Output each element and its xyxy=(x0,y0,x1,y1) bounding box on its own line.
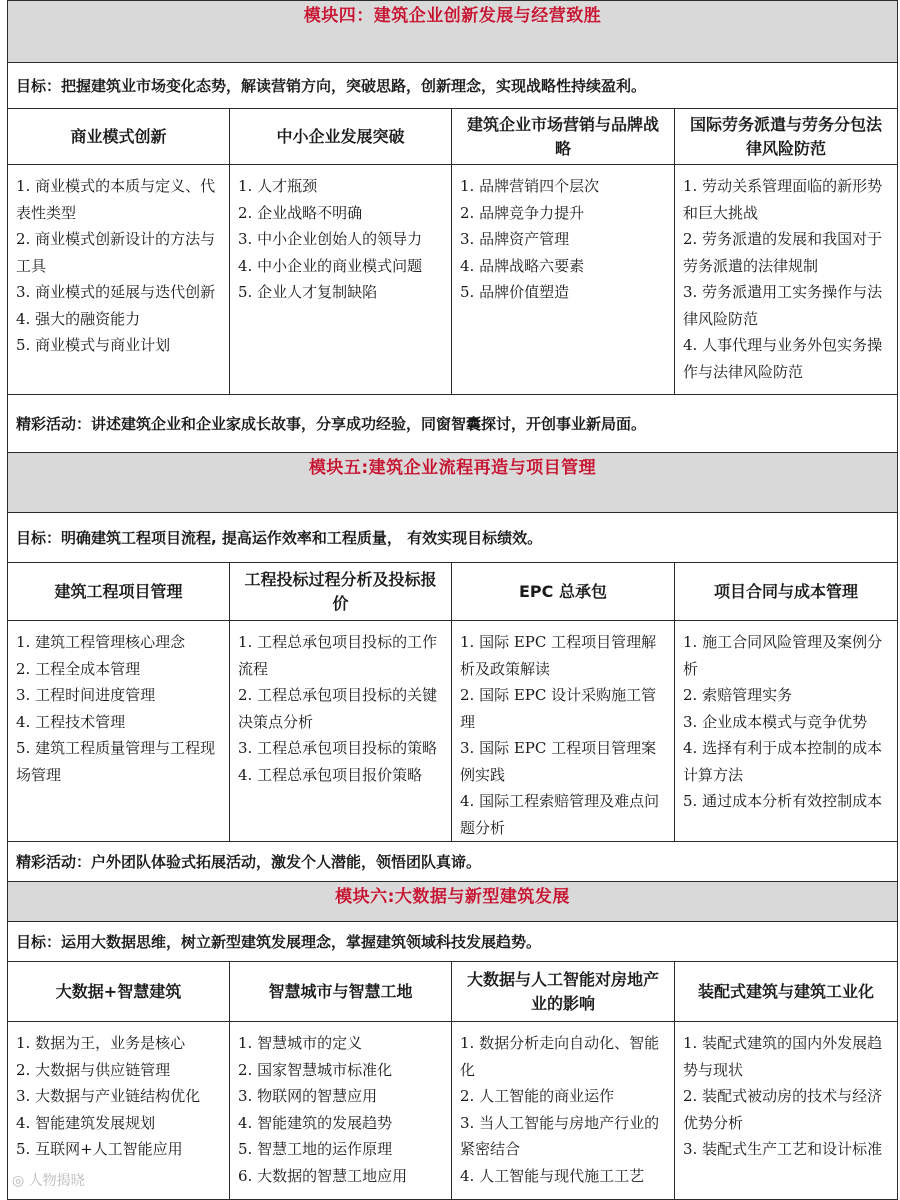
list-item: 5. 智慧工地的运作原理 xyxy=(238,1140,393,1158)
list-item: 1. 国际 EPC 工程项目管理解析及政策解读 xyxy=(460,633,657,678)
module-4-goal: 目标：把握建筑业市场变化态势，解读营销方向，突破思路，创新理念，实现战略性持续盈利。 xyxy=(8,63,898,109)
list-item: 3. 当人工智能与房地产行业的紧密结合 xyxy=(460,1113,660,1158)
list-item: 4. 国际工程索赔管理及难点问题分析 xyxy=(460,792,660,837)
module-6-col-2-items xyxy=(230,1022,452,1200)
module-4-title: 模块四：建筑企业创新发展与经营致胜 xyxy=(8,1,898,63)
list-item: 2. 大数据与供应链管理 xyxy=(16,1060,171,1079)
list-item: 3. 工程时间进度管理 xyxy=(16,686,156,704)
module-5-col-2-items xyxy=(230,621,452,842)
module-4-col-1-items xyxy=(8,165,230,395)
list-item: 3. 品牌资产管理 xyxy=(460,230,570,248)
list-item: 2. 国家智慧城市标准化 xyxy=(238,1060,393,1079)
module-4-col-4-items xyxy=(675,165,898,395)
list-item: 1. 人才瓶颈 xyxy=(238,177,318,195)
course-table xyxy=(7,0,898,1200)
list-item: 4. 工程总承包项目报价策略 xyxy=(238,765,423,784)
list-item: 2. 装配式被动房的技术与经济优势分析 xyxy=(683,1087,883,1132)
list-item: 1. 数据为王，业务是核心 xyxy=(16,1034,186,1052)
module-5-title: 模块五:建筑企业流程再造与项目管理 xyxy=(8,453,898,513)
list-item: 2. 企业战略不明确 xyxy=(238,203,363,222)
list-item: 5. 建筑工程质量管理与工程现场管理 xyxy=(16,739,216,784)
module-5-col-4-items xyxy=(675,621,898,842)
module-5-highlight: 精彩活动：户外团队体验式拓展活动，激发个人潜能，领悟团队真谛。 xyxy=(8,842,898,882)
list-item: 3. 大数据与产业链结构优化 xyxy=(16,1087,201,1105)
list-item: 2. 品牌竞争力提升 xyxy=(460,203,585,222)
list-item: 3. 劳务派遣用工实务操作与法律风险防范 xyxy=(683,283,883,328)
list-item: 2. 索赔管理实务 xyxy=(683,686,793,704)
module-6-col-3-items xyxy=(452,1022,675,1200)
list-item: 2. 国际 EPC 设计采购施工管理 xyxy=(460,686,657,731)
list-item: 1. 数据分析走向自动化、智能化 xyxy=(460,1034,660,1079)
list-item: 5. 互联网+人工智能应用 xyxy=(16,1140,183,1158)
module-6-goal: 目标：运用大数据思维，树立新型建筑发展理念，掌握建筑领域科技发展趋势。 xyxy=(8,922,898,962)
module-5-col-1-heading: 建筑工程项目管理 xyxy=(8,563,230,621)
list-item: 3. 国际 EPC 工程项目管理案例实践 xyxy=(460,739,657,784)
list-item: 3. 企业成本模式与竞争优势 xyxy=(683,712,868,731)
module-4-col-2-heading: 中小企业发展突破 xyxy=(230,109,452,165)
module-6-col-2-heading: 智慧城市与智慧工地 xyxy=(230,962,452,1022)
course-modules-document xyxy=(7,0,897,1200)
list-item: 1. 劳动关系管理面临的新形势和巨大挑战 xyxy=(683,177,883,222)
list-item: 4. 选择有利于成本控制的成本计算方法 xyxy=(683,739,883,784)
list-item: 4. 工程技术管理 xyxy=(16,712,126,731)
list-item: 2. 工程总承包项目投标的关键决策点分析 xyxy=(238,686,438,731)
list-item: 1. 建筑工程管理核心理念 xyxy=(16,633,186,651)
list-item: 3. 工程总承包项目投标的策略 xyxy=(238,739,438,757)
list-item: 3. 中小企业创始人的领导力 xyxy=(238,230,423,248)
watermark-text: 人物揭晓 xyxy=(28,1173,85,1189)
module-4-col-3-items xyxy=(452,165,675,395)
list-item: 3. 商业模式的延展与迭代创新 xyxy=(16,283,216,301)
weibo-icon: ◎ xyxy=(12,1173,29,1189)
list-item: 4. 智能建筑发展规划 xyxy=(16,1113,156,1132)
module-6-title: 模块六:大数据与新型建筑发展 xyxy=(8,882,898,922)
list-item: 3. 装配式生产工艺和设计标准 xyxy=(683,1140,883,1158)
module-4-col-3-heading: 建筑企业市场营销与品牌战略 xyxy=(452,109,675,165)
watermark xyxy=(12,1170,85,1190)
list-item: 4. 中小企业的商业模式问题 xyxy=(238,256,423,275)
list-item: 1. 装配式建筑的国内外发展趋势与现状 xyxy=(683,1034,883,1079)
module-5-col-1-items xyxy=(8,621,230,842)
list-item: 1. 施工合同风险管理及案例分析 xyxy=(683,633,883,678)
module-6-col-1-heading: 大数据+智慧建筑 xyxy=(8,962,230,1022)
list-item: 1. 品牌营销四个层次 xyxy=(460,177,600,195)
module-6-col-4-heading: 装配式建筑与建筑工业化 xyxy=(675,962,898,1022)
list-item: 2. 劳务派遣的发展和我国对于劳务派遣的法律规制 xyxy=(683,230,883,275)
list-item: 1. 智慧城市的定义 xyxy=(238,1034,363,1052)
module-4-highlight: 精彩活动：讲述建筑企业和企业家成长故事，分享成功经验，同窗智囊探讨，开创事业新局面。 xyxy=(8,395,898,453)
module-5-col-2-heading: 工程投标过程分析及投标报价 xyxy=(230,563,452,621)
list-item: 5. 企业人才复制缺陷 xyxy=(238,283,378,301)
list-item: 5. 品牌价值塑造 xyxy=(460,283,570,301)
list-item: 4. 品牌战略六要素 xyxy=(460,256,585,275)
list-item: 4. 智能建筑的发展趋势 xyxy=(238,1113,393,1132)
module-4-col-4-heading: 国际劳务派遣与劳务分包法律风险防范 xyxy=(675,109,898,165)
list-item: 1. 商业模式的本质与定义、代表性类型 xyxy=(16,177,216,222)
module-5-col-3-heading: EPC 总承包 xyxy=(452,563,675,621)
list-item: 2. 商业模式创新设计的方法与工具 xyxy=(16,230,216,275)
list-item: 4. 人事代理与业务外包实务操作与法律风险防范 xyxy=(683,336,883,381)
module-5-goal: 目标：明确建筑工程项目流程, 提高运作效率和工程质量， 有效实现目标绩效。 xyxy=(8,513,898,563)
list-item: 5. 商业模式与商业计划 xyxy=(16,336,171,354)
module-4-col-2-items xyxy=(230,165,452,395)
list-item: 4. 强大的融资能力 xyxy=(16,309,141,328)
list-item: 3. 物联网的智慧应用 xyxy=(238,1087,378,1105)
list-item: 2. 人工智能的商业运作 xyxy=(460,1087,615,1105)
module-4-col-1-heading: 商业模式创新 xyxy=(8,109,230,165)
list-item: 5. 通过成本分析有效控制成本 xyxy=(683,792,883,810)
module-6-col-3-heading: 大数据与人工智能对房地产业的影响 xyxy=(452,962,675,1022)
module-6-col-4-items xyxy=(675,1022,898,1200)
module-5-col-3-items xyxy=(452,621,675,842)
module-5-col-4-heading: 项目合同与成本管理 xyxy=(675,563,898,621)
list-item: 6. 大数据的智慧工地应用 xyxy=(238,1166,408,1185)
list-item: 2. 工程全成本管理 xyxy=(16,659,141,678)
list-item: 4. 人工智能与现代施工工艺 xyxy=(460,1166,645,1185)
list-item: 1. 工程总承包项目投标的工作流程 xyxy=(238,633,438,678)
